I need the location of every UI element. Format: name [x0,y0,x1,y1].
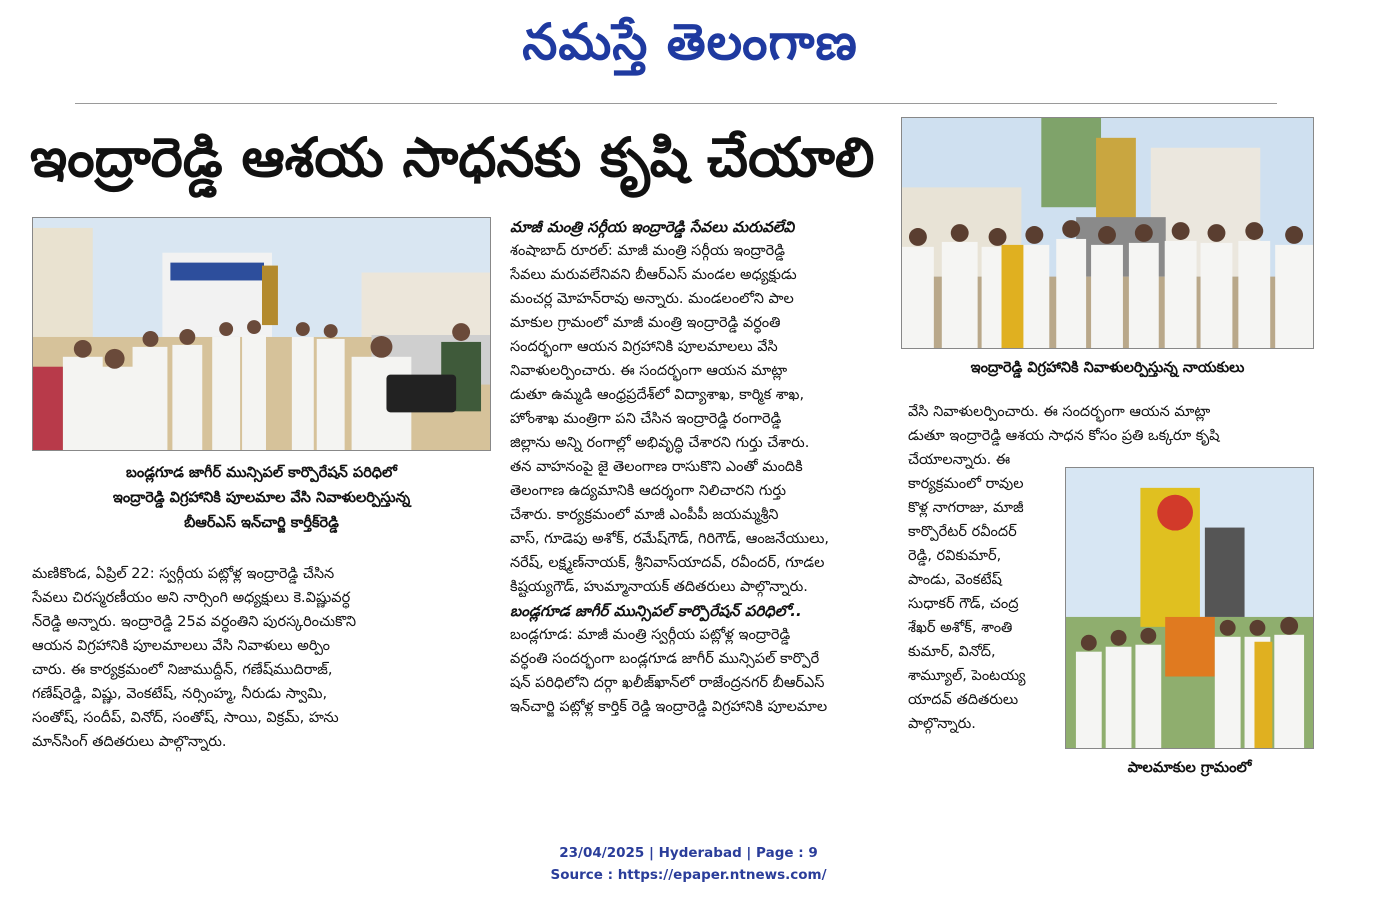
body-text-line: చేయాలన్నారు. ఈ [908,452,1011,468]
section-subhead: బండ్లగూడ జాగీర్ మున్సిపల్ కార్పొరేషన్ పరిధిలో.. [510,602,802,620]
body-text-line: నరేష్, లక్ష్మణ్‌నాయక్, శ్రీనివాస్‌యాదవ్, రవీందర్, గూడల [510,555,825,571]
body-text-line: న్‌రెడ్డి అన్నారు. ఇంద్రారెడ్డి 25వ వర్ధంతిని పురస్కరించుకొని [32,614,357,630]
body-text-line: చారు. ఈ కార్యక్రమంలో నిజాముద్దీన్, గణేష్‌ముదిరాజ్, [32,662,333,678]
photo-crowd-caption [32,461,491,536]
body-text-line: కిష్టయ్యగౌడ్, హుమ్మానాయక్ తదితరులు పాల్గొన్నారు. [510,579,808,595]
body-text-line: పాల్గొన్నారు. [908,716,976,732]
body-text-line: సందర్భంగా ఆయన విగ్రహానికి పూలమాలలు వేసి [510,339,778,355]
body-text-line: శంషాబాద్ రూరల్: మాజీ మంత్రి సర్గీయ ఇంద్రారెడ్డి [510,243,785,259]
article-column-1 [32,562,491,754]
body-text-line: మాకుల గ్రామంలో మాజీ మంత్రి ఇంద్రారెడ్డి వర్ధంతి [510,315,781,331]
newspaper-masthead: నమస్తే తెలంగాణ [522,13,858,71]
caption-line: బండ్లగూడ జాగీర్ మున్సిపల్ కార్పొరేషన్ పరిధిలో [126,465,397,481]
body-text-line: సుధాకర్ గౌడ్, చంద్ర [908,596,1019,612]
caption-line: ఇంద్రారెడ్డి విగ్రహానికి నివాళులర్పిస్తున్న నాయకులు [970,360,1245,376]
body-text-line: రెడ్డి, రవికుమార్, [908,548,1002,564]
body-text-line: డుతూ ఉమ్మడి ఆంధ్రప్రదేశ్‌లో విద్యాశాఖ, కార్మిక శాఖ, [510,387,805,403]
body-text-line: ఇన్‌చార్జి పట్లోళ్ల కార్తిక్ రెడ్డి ఇంద్రారెడ్డి విగ్రహానికి పూలమాల [510,699,828,715]
body-text-line: శేఖర్ అశోక్, శాంతి [908,620,1013,636]
body-text-line: డుతూ ఇంద్రారెడ్డి ఆశయ సాధన కోసం ప్రతి ఒక్కరూ కృషి [908,428,1220,444]
photo-village-statue-caption [1065,756,1314,781]
body-text-line: షన్ పరిధిలోని దర్గా ఖలీజ్‌ఖాన్‌లో రాజేంద్రనగర్ బీఆర్‌ఎస్ [510,675,825,691]
body-text-line: మణికొండ, ఏప్రిల్ 22: స్వర్గీయ పట్లోళ్ల ఇంద్రారెడ్డి చేసిన [32,566,335,582]
section-subhead: మాజీ మంత్రి సర్గీయ ఇంద్రారెడ్డి సేవలు మరువలేవి [510,218,795,236]
body-text-line: కార్పొరేటర్ రవీందర్ [908,524,1017,540]
body-text-line: నివాళులర్పించారు. ఈ సందర్భంగా ఆయన మాట్లా [510,363,788,379]
body-text-line: చేశారు. కార్యక్రమంలో మాజీ ఎంపీపీ జయమ్మశ్రీని [510,507,779,523]
body-text-line: కొళ్ల నాగరాజు, మాజీ [908,500,1024,516]
article-photo-village-statue [1065,467,1314,749]
footer-source-link[interactable]: Source : https://epaper.ntnews.com/ [550,867,827,883]
body-text-line: జిల్లాను అన్ని రంగాల్లో అభివృద్ధి చేశారని గుర్తు చేశారు. [510,435,810,451]
body-text-line: సంతోష్, సందీప్, వినోద్, సంతోష్, సాయి, విక్రమ్, హను [32,710,339,726]
caption-line: ఇంద్రారెడ్డి విగ్రహానికి పూలమాల వేసి నివాళులర్పిస్తున్న [112,490,411,506]
body-text-line: సేవలు మరువలేనివని బీఆర్‌ఎస్ మండల అధ్యక్షుడు [510,267,797,283]
article-column-2 [510,215,880,719]
article-photo-statue-leaders [901,117,1314,349]
body-text-line: ఆయన విగ్రహానికి పూలమాలలు వేసి నివాళులు అర్పిం [32,638,331,654]
article-headline: ఇంద్రారెడ్డి ఆశయ సాధనకు కృషి చేయాలి [30,126,875,189]
body-text-line: మాన్‌సింగ్ తదితరులు పాల్గొన్నారు. [32,734,227,750]
body-text-line: వర్ధంతి సందర్భంగా బండ్లగూడ జాగీర్ మున్సిపల్ కార్పొరే [510,651,820,667]
body-text-line: వాస్, గూడెపు అశోక్, రమేష్‌గౌడ్, గిరిగౌడ్, ఆంజనేయులు, [510,531,830,547]
body-text-line: హోంశాఖ మంత్రిగా పని చేసిన ఇంద్రారెడ్డి రంగారెడ్డి [510,411,782,427]
body-text-line: తన వాహనంపై జై తెలంగాణ రాసుకొని ఎంతో మందికి [510,459,803,475]
body-text-line: వేసి నివాళులర్పించారు. ఈ సందర్భంగా ఆయన మాట్లా [908,404,1211,420]
article-column-3-narrow [908,472,1058,736]
body-text-line: యాదవ్ తదితరులు [908,692,1019,708]
caption-line: బీఆర్‌ఎస్ ఇన్‌చార్జి కార్తీక్‌రెడ్డి [184,515,339,531]
body-text-line: కుమార్, వినోద్, [908,644,996,660]
body-text-line: మంచర్ల మోహన్‌రావు అన్నారు. మండలంలోని పాల [510,291,794,307]
body-text-line: బండ్లగూడ: మాజీ మంత్రి స్వర్గీయ పట్లోళ్ల ఇంద్రారెడ్డి [510,627,791,643]
body-text-line: గణేష్‌రెడ్డి, విష్ణు, వెంకటేష్, నర్సింహ్మ, నీరుడు స్వామి, [32,686,328,702]
masthead-divider [75,103,1277,104]
article-column-3 [908,400,1313,472]
body-text-line: తెలంగాణ ఉద్యమానికి ఆదర్శంగా నిలిచారని గుర్తు [510,483,786,499]
body-text-line: కార్యక్రమంలో రావుల [908,476,1024,492]
article-photo-crowd [32,217,491,451]
body-text-line: పాండు, వెంకటేష్ [908,572,1002,588]
caption-line: పాలమాకుల గ్రామంలో [1127,760,1252,776]
body-text-line: సేవలు చిరస్మరణీయం అని నార్సింగి అధ్యక్షులు కె.విష్ణువర్ధ [32,590,351,606]
footer-date-line: 23/04/2025 | Hyderabad | Page : 9 [559,845,818,861]
photo-statue-leaders-caption [901,356,1314,381]
body-text-line: శామ్యూల్, పెంటయ్య [908,668,1026,684]
